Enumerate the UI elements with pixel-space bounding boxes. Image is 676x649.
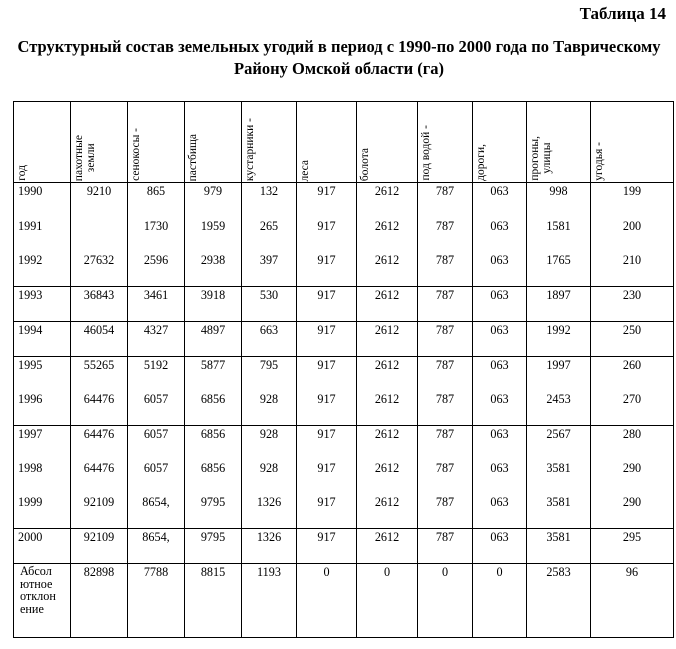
value-cell: 917 (297, 183, 357, 219)
deviation-value-cell: 0 (297, 564, 357, 638)
value-cell: 787 (418, 494, 473, 529)
value-cell: 787 (418, 460, 473, 494)
value-cell: 063 (473, 460, 527, 494)
value-cell: 9210 (71, 183, 128, 219)
year-cell: 1994 (14, 322, 71, 357)
value-cell: 8654, (128, 529, 185, 564)
value-cell: 063 (473, 357, 527, 392)
deviation-value-cell: 8815 (185, 564, 242, 638)
column-header (527, 102, 591, 183)
value-cell: 92109 (71, 529, 128, 564)
column-header-label: кустарники - (244, 117, 256, 181)
year-cell: 1992 (14, 252, 71, 287)
value-cell: 2612 (357, 252, 418, 287)
value-cell: 260 (591, 357, 674, 392)
deviation-label: Абсол ютное отклон ение (20, 564, 56, 616)
year-cell: 1990 (14, 183, 71, 219)
value-cell: 063 (473, 529, 527, 564)
deviation-row (14, 564, 674, 638)
value-cell: 295 (591, 529, 674, 564)
value-cell: 2612 (357, 183, 418, 219)
value-cell: 1897 (527, 287, 591, 322)
year-cell: 1995 (14, 357, 71, 392)
column-header (185, 102, 242, 183)
land-structure-table (13, 101, 674, 638)
column-header (418, 102, 473, 183)
column-header (71, 102, 128, 183)
value-cell: 265 (242, 218, 297, 252)
value-cell: 917 (297, 322, 357, 357)
value-cell: 917 (297, 494, 357, 529)
value-cell: 3581 (527, 529, 591, 564)
value-cell: 917 (297, 460, 357, 494)
value-cell: 64476 (71, 426, 128, 461)
table-row (14, 287, 674, 322)
value-cell: 290 (591, 494, 674, 529)
deviation-value-cell: 0 (418, 564, 473, 638)
year-cell: 1996 (14, 391, 71, 426)
value-cell: 928 (242, 426, 297, 461)
year-cell: 1993 (14, 287, 71, 322)
value-cell: 2612 (357, 529, 418, 564)
value-cell: 1959 (185, 218, 242, 252)
table-row (14, 460, 674, 494)
value-cell: 5877 (185, 357, 242, 392)
table-row (14, 494, 674, 529)
table-row (14, 183, 674, 219)
header-row (14, 102, 674, 183)
value-cell: 787 (418, 287, 473, 322)
value-cell: 2596 (128, 252, 185, 287)
value-cell: 795 (242, 357, 297, 392)
column-header (357, 102, 418, 183)
value-cell: 4327 (128, 322, 185, 357)
deviation-value-cell: 1193 (242, 564, 297, 638)
value-cell: 928 (242, 460, 297, 494)
value-cell: 2938 (185, 252, 242, 287)
value-cell: 64476 (71, 391, 128, 426)
value-cell: 2612 (357, 357, 418, 392)
value-cell: 787 (418, 529, 473, 564)
value-cell: 787 (418, 218, 473, 252)
value-cell: 92109 (71, 494, 128, 529)
value-cell: 8654, (128, 494, 185, 529)
deviation-label-cell (14, 564, 71, 638)
value-cell: 199 (591, 183, 674, 219)
value-cell: 063 (473, 252, 527, 287)
value-cell: 6856 (185, 391, 242, 426)
value-cell: 063 (473, 391, 527, 426)
value-cell: 787 (418, 426, 473, 461)
value-cell: 6057 (128, 391, 185, 426)
column-header (128, 102, 185, 183)
column-header-label: под водой - (420, 125, 432, 181)
deviation-value-cell: 82898 (71, 564, 128, 638)
value-cell: 979 (185, 183, 242, 219)
value-cell: 2453 (527, 391, 591, 426)
value-cell: 928 (242, 391, 297, 426)
value-cell: 787 (418, 391, 473, 426)
year-cell: 1999 (14, 494, 71, 529)
value-cell: 063 (473, 494, 527, 529)
table-row (14, 529, 674, 564)
value-cell: 917 (297, 426, 357, 461)
value-cell: 530 (242, 287, 297, 322)
value-cell: 3918 (185, 287, 242, 322)
value-cell: 2612 (357, 287, 418, 322)
value-cell: 3581 (527, 494, 591, 529)
value-cell: 998 (527, 183, 591, 219)
value-cell: 2567 (527, 426, 591, 461)
column-header-label: дороги, (475, 144, 487, 181)
value-cell: 397 (242, 252, 297, 287)
value-cell: 063 (473, 218, 527, 252)
value-cell: 2612 (357, 494, 418, 529)
value-cell: 210 (591, 252, 674, 287)
value-cell: 36843 (71, 287, 128, 322)
value-cell: 063 (473, 322, 527, 357)
value-cell: 290 (591, 460, 674, 494)
column-header (473, 102, 527, 183)
value-cell: 3461 (128, 287, 185, 322)
value-cell: 1581 (527, 218, 591, 252)
value-cell: 1997 (527, 357, 591, 392)
value-cell: 917 (297, 391, 357, 426)
value-cell: 230 (591, 287, 674, 322)
value-cell: 917 (297, 218, 357, 252)
value-cell: 2612 (357, 460, 418, 494)
column-header (297, 102, 357, 183)
value-cell: 2612 (357, 218, 418, 252)
value-cell: 063 (473, 183, 527, 219)
value-cell: 9795 (185, 529, 242, 564)
value-cell: 663 (242, 322, 297, 357)
value-cell: 132 (242, 183, 297, 219)
deviation-value-cell: 0 (357, 564, 418, 638)
value-cell: 3581 (527, 460, 591, 494)
deviation-value-cell: 96 (591, 564, 674, 638)
value-cell (71, 218, 128, 252)
value-cell: 6057 (128, 460, 185, 494)
value-cell: 1326 (242, 529, 297, 564)
deviation-value-cell: 2583 (527, 564, 591, 638)
column-header (591, 102, 674, 183)
value-cell: 6856 (185, 460, 242, 494)
value-cell: 063 (473, 426, 527, 461)
table-row (14, 357, 674, 392)
year-cell: 1991 (14, 218, 71, 252)
value-cell: 64476 (71, 460, 128, 494)
column-header (242, 102, 297, 183)
year-cell: 1997 (14, 426, 71, 461)
value-cell: 6856 (185, 426, 242, 461)
table-row (14, 322, 674, 357)
value-cell: 917 (297, 252, 357, 287)
table-row (14, 218, 674, 252)
table-row (14, 252, 674, 287)
value-cell: 55265 (71, 357, 128, 392)
value-cell: 270 (591, 391, 674, 426)
year-cell: 1998 (14, 460, 71, 494)
value-cell: 063 (473, 287, 527, 322)
value-cell: 1765 (527, 252, 591, 287)
value-cell: 1730 (128, 218, 185, 252)
column-header-label: прогоны, улицы (529, 136, 553, 181)
column-header-label: пастбища (187, 133, 199, 181)
value-cell: 917 (297, 357, 357, 392)
value-cell: 2612 (357, 322, 418, 357)
value-cell: 917 (297, 287, 357, 322)
value-cell: 280 (591, 426, 674, 461)
value-cell: 46054 (71, 322, 128, 357)
table-title: Структурный состав земельных угодий в период с 1990-по 2000 года по Таврическому Району Омской области (га) (17, 37, 661, 78)
table-row (14, 391, 674, 426)
value-cell: 6057 (128, 426, 185, 461)
value-cell: 787 (418, 357, 473, 392)
value-cell: 5192 (128, 357, 185, 392)
year-cell: 2000 (14, 529, 71, 564)
table-row (14, 426, 674, 461)
column-header-label: угодья - (593, 142, 605, 181)
value-cell: 27632 (71, 252, 128, 287)
value-cell: 250 (591, 322, 674, 357)
column-header-label: сенокосы - (130, 128, 142, 181)
value-cell: 917 (297, 529, 357, 564)
column-header-label: год (16, 165, 28, 181)
value-cell: 787 (418, 252, 473, 287)
value-cell: 2612 (357, 426, 418, 461)
column-header-label: пахотные земли (73, 134, 97, 181)
table-number: Таблица 14 (579, 4, 666, 23)
deviation-value-cell: 7788 (128, 564, 185, 638)
value-cell: 787 (418, 183, 473, 219)
deviation-value-cell: 0 (473, 564, 527, 638)
column-header-label: болота (359, 147, 371, 181)
value-cell: 1326 (242, 494, 297, 529)
value-cell: 865 (128, 183, 185, 219)
column-header (14, 102, 71, 183)
value-cell: 2612 (357, 391, 418, 426)
value-cell: 4897 (185, 322, 242, 357)
value-cell: 1992 (527, 322, 591, 357)
column-header-label: леса (299, 159, 311, 181)
value-cell: 9795 (185, 494, 242, 529)
value-cell: 787 (418, 322, 473, 357)
value-cell: 200 (591, 218, 674, 252)
